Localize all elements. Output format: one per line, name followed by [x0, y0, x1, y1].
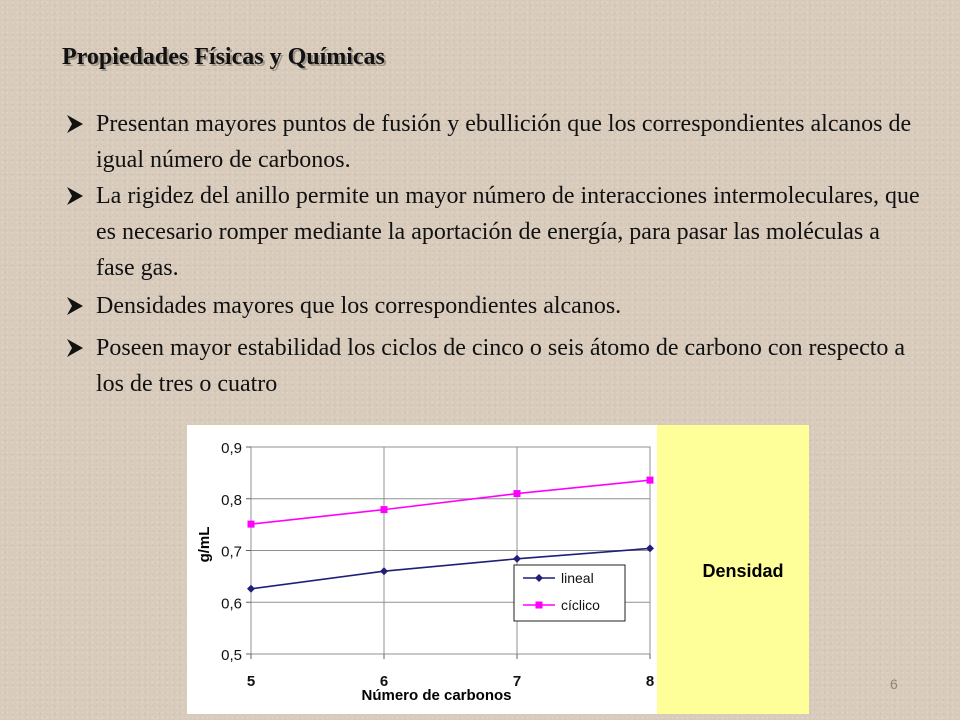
y-tick-label: 0,5	[221, 647, 242, 664]
bullet-text: Presentan mayores puntos de fusión y ebullición que los correspondientes alcanos de igual número de carbonos.	[96, 111, 912, 173]
density-chart-area	[187, 425, 809, 714]
slide-title: Propiedades Físicas y Químicas	[62, 44, 385, 70]
data-point-ciclico	[647, 477, 654, 484]
x-tick-label: 8	[645, 673, 655, 690]
y-tick-label: 0,8	[221, 491, 242, 509]
y-axis-label: g/mL	[196, 526, 213, 563]
legend-marker	[536, 602, 543, 609]
slide-number: 6	[890, 676, 898, 692]
y-tick-label: 0,9	[221, 440, 242, 457]
bullet-item	[64, 178, 924, 286]
legend-label: cíclico	[561, 597, 600, 613]
arrow-bullet-icon	[64, 106, 90, 142]
bullet-list	[64, 106, 924, 402]
bullet-item	[64, 106, 924, 178]
data-point-ciclico	[514, 490, 521, 497]
arrow-bullet-icon	[64, 288, 90, 324]
x-tick-label: 6	[379, 673, 389, 690]
x-tick-label: 7	[512, 673, 522, 690]
x-tick-label: 5	[246, 673, 256, 690]
data-point-ciclico	[381, 506, 388, 513]
data-point-ciclico	[248, 521, 255, 528]
density-chart	[187, 425, 809, 714]
chart-title: Densidad	[702, 561, 784, 581]
y-tick-label: 0,7	[221, 543, 242, 561]
bullet-text: Densidades mayores que los correspondientes alcanos.	[96, 293, 622, 319]
bullet-item	[64, 288, 924, 324]
arrow-bullet-icon	[64, 330, 90, 366]
bullet-item	[64, 330, 924, 402]
arrow-bullet-icon	[64, 178, 90, 214]
y-tick-label: 0,6	[221, 595, 242, 613]
bullet-text: La rigidez del anillo permite un mayor número de interacciones intermoleculares, que es necesario romper mediante la aportación de energía, para pasar las moléculas a fase gas.	[96, 183, 920, 281]
bullet-text: Poseen mayor estabilidad los ciclos de cinco o seis átomo de carbono con respecto a los de tres o cuatro	[96, 335, 906, 397]
legend-label: lineal	[561, 570, 594, 586]
x-axis-label: Número de carbonos	[361, 687, 512, 704]
